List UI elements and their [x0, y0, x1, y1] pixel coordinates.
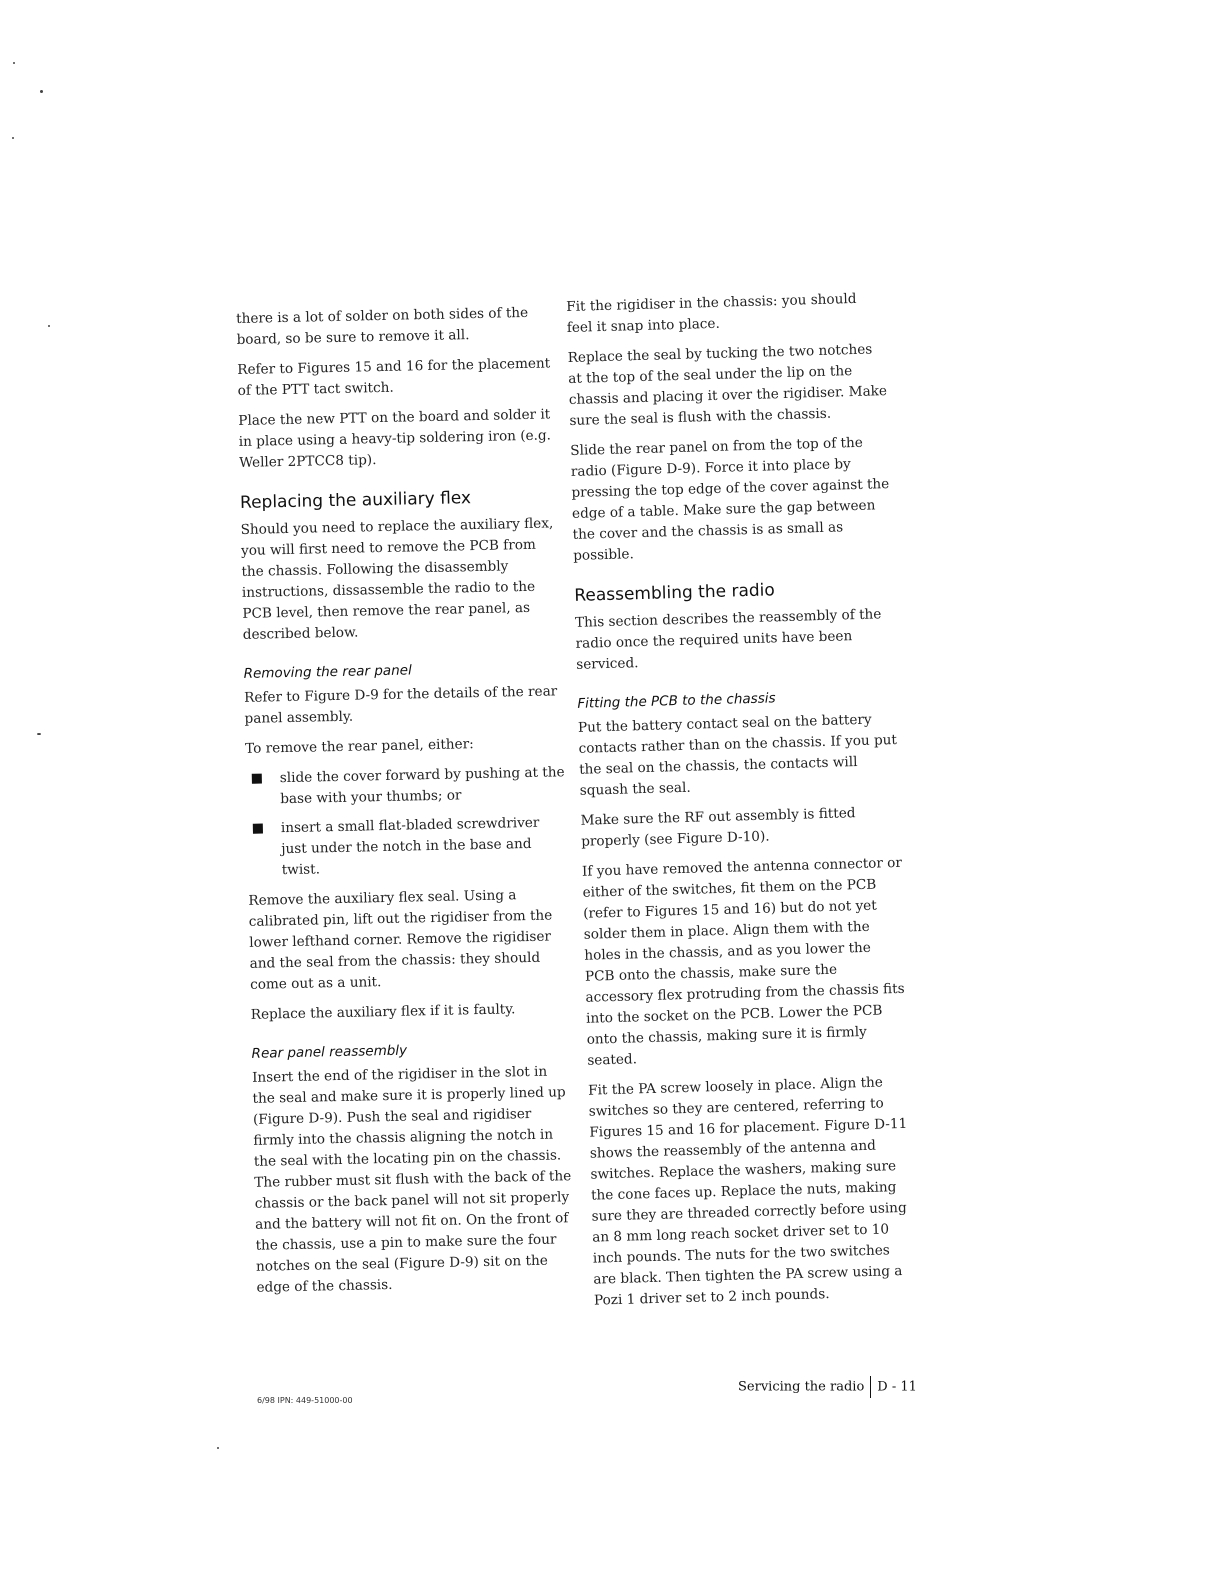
- square-bullet-icon: [253, 824, 263, 834]
- paragraph: This section describes the reassembly of the radio once the required units have been serviced.: [574, 606, 882, 673]
- left-column: [236, 302, 577, 1307]
- paragraph: there is a lot of solder on both sides of the board, so be sure to remove it all.: [236, 304, 529, 348]
- paragraph: Make sure the RF out assembly is fitted properly (see Figure D-10).: [580, 805, 856, 850]
- paragraph: Place the new PTT on the board and solder it in place using a heavy-tip soldering iron (e.g. Weller 2PTCC8 tip).: [238, 406, 552, 471]
- subheading-removing-rear-panel: Removing the rear panel: [243, 662, 412, 682]
- footer-page-label: [738, 1376, 917, 1398]
- paragraph: Replace the seal by tucking the two notches at the top of the seal under the lip on the chassis and placing it over the rigidiser. Make sure the seal is flush with the chassis.: [567, 341, 888, 429]
- list-item: [246, 762, 567, 811]
- subheading-fitting-pcb: Fitting the PCB to the chassis: [577, 690, 776, 712]
- scan-speck: [48, 325, 50, 327]
- footer-divider: [870, 1376, 871, 1398]
- scan-speck: [13, 62, 15, 64]
- paragraph: Remove the auxiliary flex seal. Using a calibrated pin, lift out the rigidiser from the lower lefthand corner. Remove the rigidiser and the seal from the chassis: they should come out as a unit.: [248, 887, 553, 993]
- page-number: D - 11: [877, 1379, 917, 1395]
- paragraph: Put the battery contact seal on the battery contacts rather than on the chassis. If you put the seal on the chassis, the contacts will squash the seal.: [577, 711, 898, 799]
- scan-speck: [217, 1447, 219, 1449]
- list-item: [247, 812, 568, 882]
- paragraph: Slide the rear panel on from the top of the radio (Figure D-9). Force it into place by pressing the top edge of the cover against the edge of a table. Make sure the gap between the cover and the chassis is as small as possible.: [570, 434, 890, 564]
- paragraph: Replace the auxiliary flex if it is faulty.: [250, 1001, 516, 1023]
- scan-speck: [12, 137, 14, 139]
- footer-document-id: 6/98 IPN: 449-51000-00: [257, 1396, 353, 1405]
- list-item-text: insert a small flat-bladed screwdriver just under the notch in the base and twist.: [280, 814, 540, 879]
- paragraph: Refer to Figures 15 and 16 for the placement of the PTT tact switch.: [237, 355, 551, 399]
- subheading-rear-panel-reassembly: Rear panel reassembly: [251, 1042, 408, 1062]
- square-bullet-icon: [252, 774, 262, 784]
- paragraph: Insert the end of the rigidiser in the slot in the seal and make sure it is properly lined up (Figure D-9). Push the seal and rigidiser firmly into the chassis aligning the notch in the seal with the locating pin on the chassis. The rubber must sit flush with the back of the chassis or the back panel will not sit properly and the battery will not fit on. On the front of the chassis, use a pin to make sure the four notches on the seal (Figure D-9) sit on the edge of the chassis.: [251, 1063, 572, 1296]
- section-heading-auxiliary-flex: Replacing the auxiliary flex: [239, 488, 472, 513]
- list-item-text: slide the cover forward by pushing at the base with your thumbs; or: [279, 764, 565, 808]
- section-heading-reassembling-radio: Reassembling the radio: [574, 580, 776, 606]
- paragraph: Should you need to replace the auxiliary flex, you will first need to remove the PCB from the chassis. Following the disassembly instructions, dissassemble the radio to the PCB level, then remove the rear panel, as described below.: [240, 515, 554, 643]
- paragraph: Refer to Figure D-9 for the details of the rear panel assembly.: [243, 683, 558, 727]
- scan-speck: [40, 90, 43, 93]
- scan-speck: [37, 733, 41, 735]
- paragraph: If you have removed the antenna connector or either of the switches, fit them on the PCB (refer to Figures 15 and 16) but do not yet solder them in place. Align them with the holes in the chassis, and as you lower the PCB onto the chassis, make sure the accessory flex protruding from the chassis fits into the socket on the PCB. Lower the PCB onto the chassis, making sure it is firmly seated.: [581, 854, 905, 1069]
- paragraph: Fit the PA screw loosely in place. Align the switches so they are centered, referring to Figures 15 and 16 for placement. Figure D-11 shows the reassembly of the antenna and switches. Replace the washers, making sure the cone faces up. Replace the nuts, making sure they are threaded correctly before using an 8 mm long reach socket driver set to 10 inch pounds. The nuts for the two switches are black. Then tighten the PA screw using a Pozi 1 driver set to 2 inch pounds.: [587, 1074, 908, 1309]
- paragraph: To remove the rear panel, either:: [245, 736, 474, 757]
- right-column: [566, 288, 914, 1321]
- bullet-list: [246, 762, 568, 882]
- paragraph: Fit the rigidiser in the chassis: you should feel it snap into place.: [566, 290, 857, 336]
- footer-section-title: Servicing the radio: [738, 1379, 865, 1395]
